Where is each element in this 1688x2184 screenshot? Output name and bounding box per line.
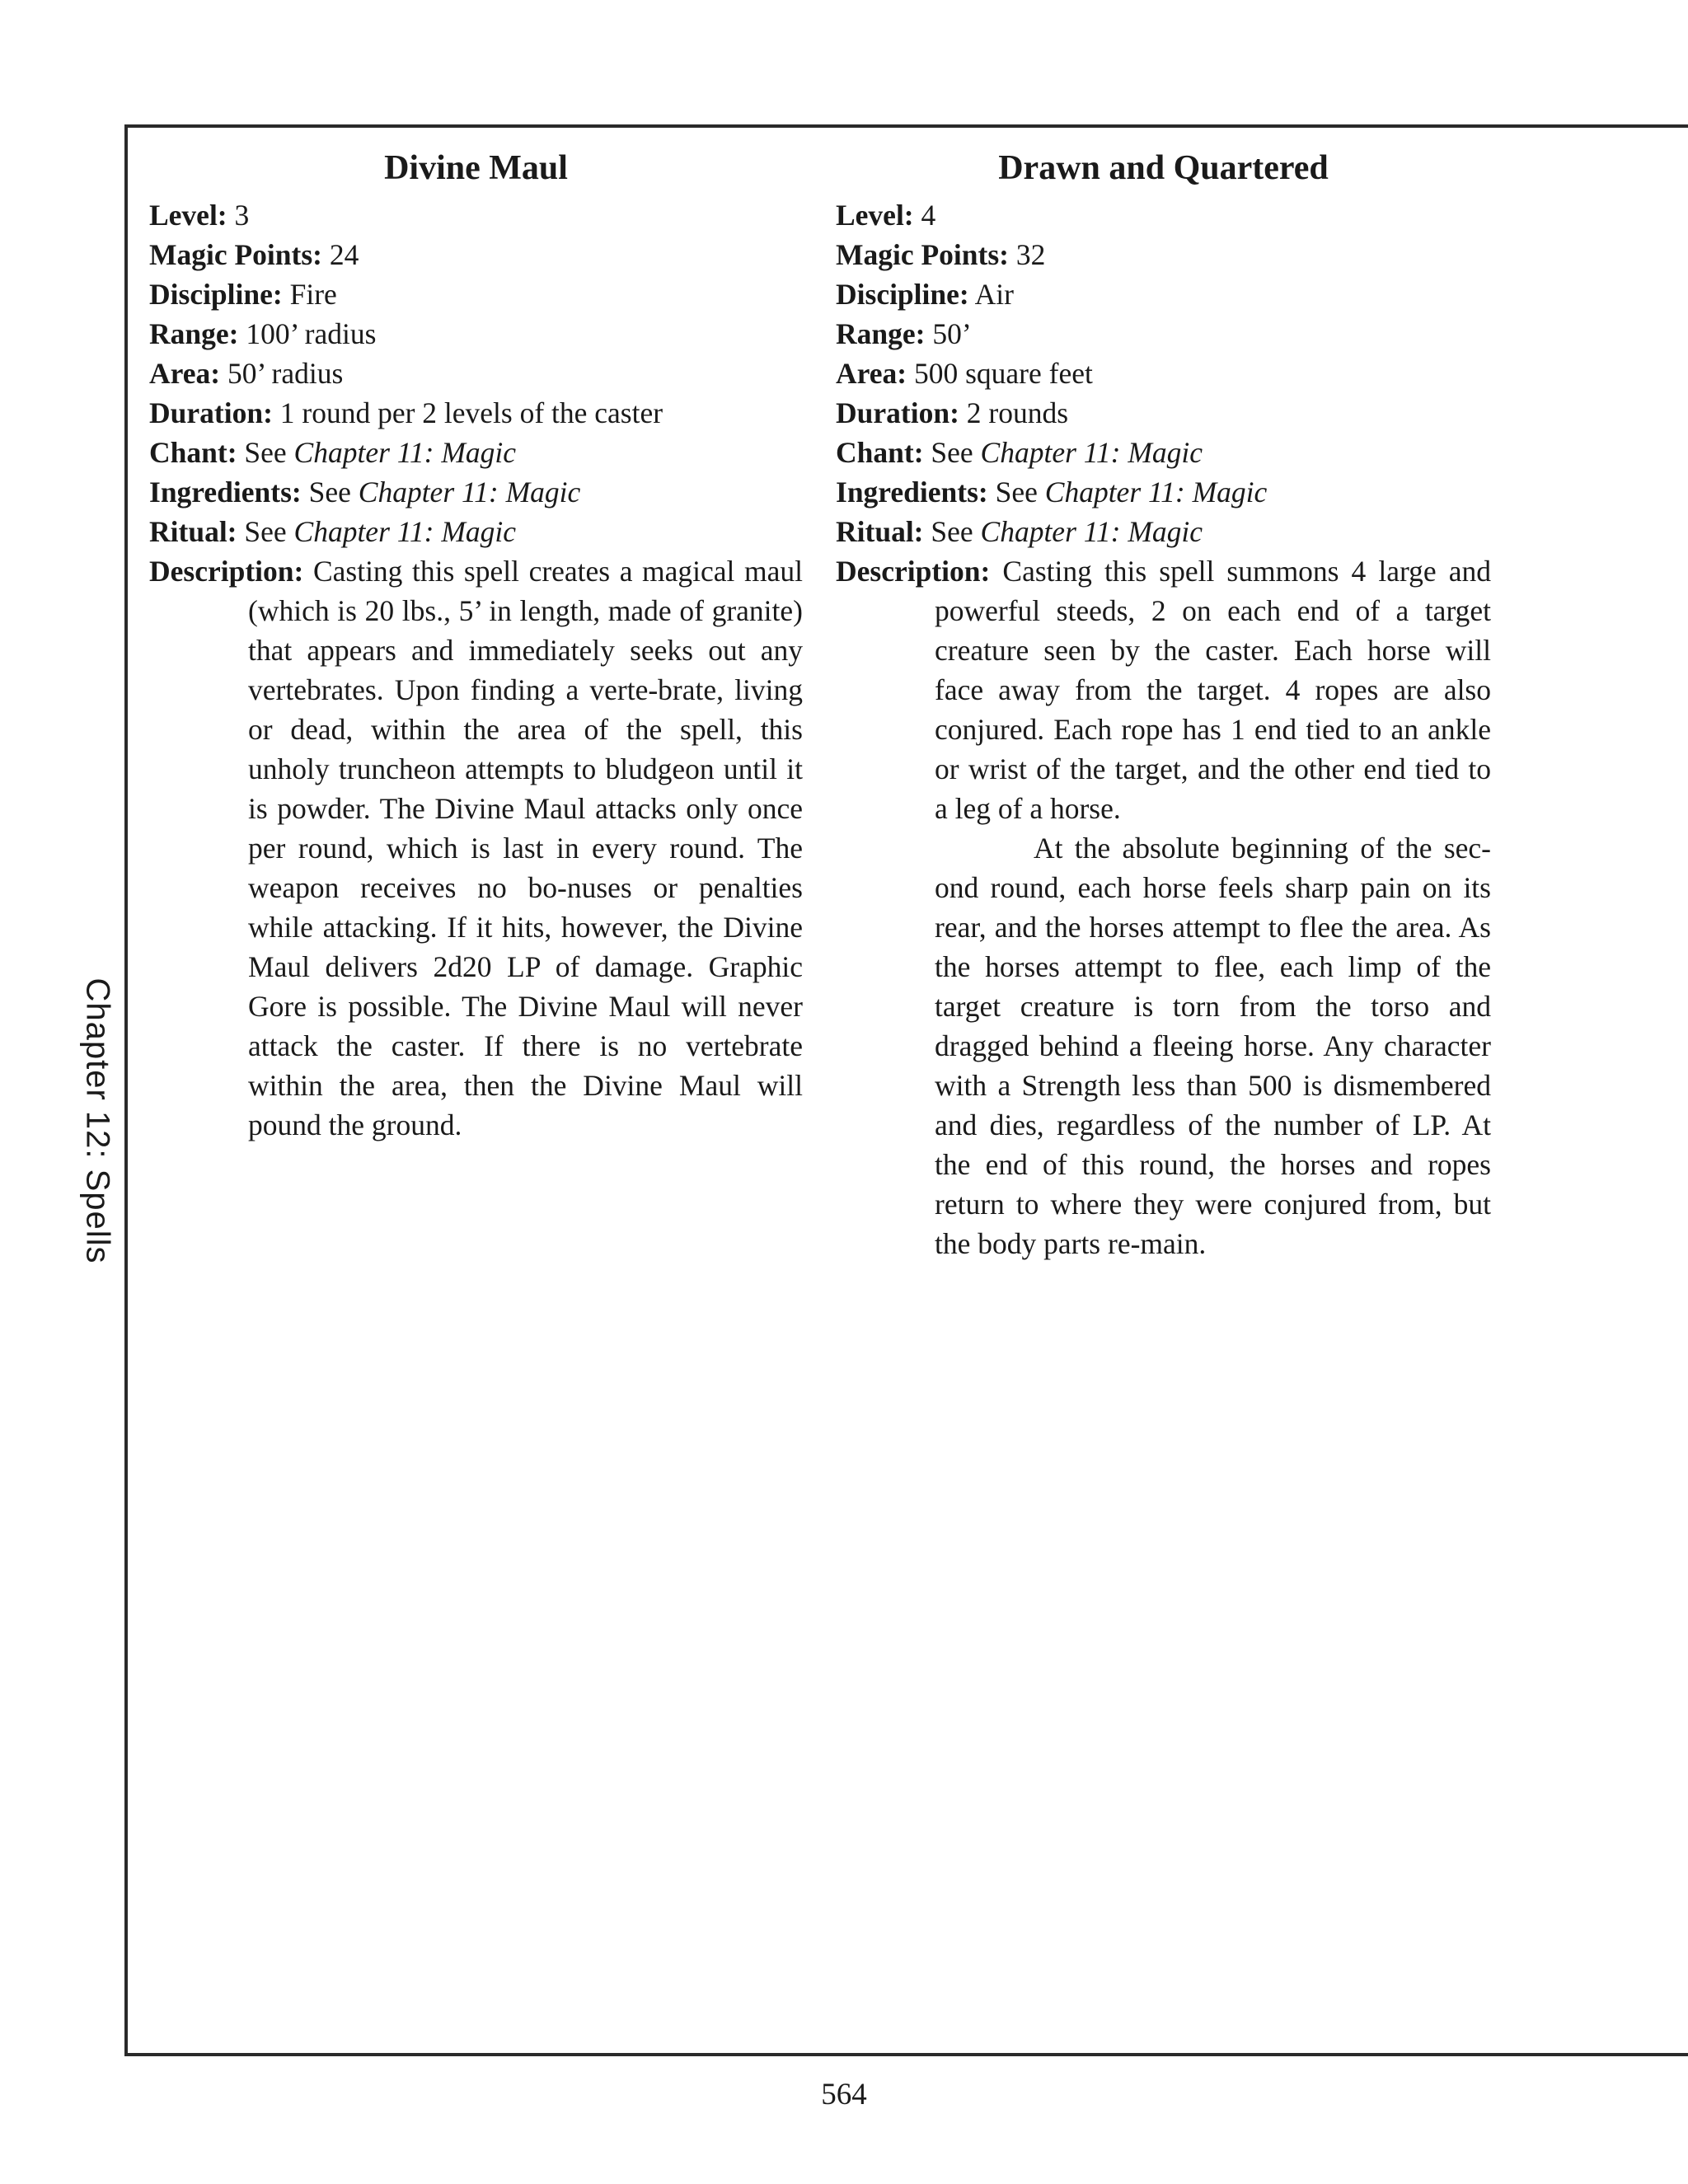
range-field: Range: 50’ [836,317,972,350]
area-field: Area: 50’ radius [149,357,344,390]
ritual-field: Ritual: See Chapter 11: Magic [149,515,517,548]
duration-field: Duration: 2 rounds [836,396,1069,429]
duration-field: Duration: 1 round per 2 levels of the caster [149,396,663,429]
chant-field: Chant: See Chapter 11: Magic [149,436,517,469]
description-text: Description: Casting this spell summons 4 large and powerful steeds, 2 on each end of a target creature seen by the caster. Each horse will face away from the target. 4 ropes are also conjured. Each rope has 1 end tied to an ankle or wrist of the target, and the other end tied to a leg of a horse. [836,555,1491,825]
description-paragraph-2: At the absolute beginning of the sec-ond round, each horse feels sharp pain on its rear, and the horses attempt to flee the area. As the horses attempt to flee, each limp of the target creature is torn from the torso and dragged behind a fleeing horse. Any character with a Strength less than 500 is dismembered and dies, regardless of the number of LP. At the end of this round, the horses and ropes return to where they were conjured from, but the body parts re-main. [935,832,1491,1260]
level-field: Level: 4 [836,199,936,232]
area-field: Area: 500 square feet [836,357,1093,390]
chapter-side-label: Chapter 12: Spells [79,977,116,1264]
ingredients-field: Ingredients: See Chapter 11: Magic [149,476,581,509]
description-text: Description: Casting this spell creates a magical maul (which is 20 lbs., 5’ in length, made of granite) that appears and immediately seeks out any vertebrates. Upon finding a verte-brate, living or dead, within the area of the spell, this unholy truncheon attempts to bludgeon until it is powder. The Divine Maul attacks only once per round, which is last in every round. The weapon receives no bo-nuses or penalties while attacking. If it hits, however, the Divine Maul delivers 2d20 LP of damage. Graphic Gore is possible. The Divine Maul will never attack the caster. If there is no vertebrate within the area, then the Divine Maul will pound the ground. [149,555,803,1141]
chant-field: Chant: See Chapter 11: Magic [836,436,1203,469]
discipline-field: Discipline: Air [836,278,1014,311]
spell-title: Divine Maul [384,149,568,187]
spell-entry-divine-maul [149,144,803,1145]
level-field: Level: 3 [149,199,250,232]
ritual-field: Ritual: See Chapter 11: Magic [836,515,1203,548]
range-field: Range: 100’ radius [149,317,377,350]
page-number: 564 [821,2078,867,2111]
spell-title: Drawn and Quartered [998,149,1329,187]
magic-points-field: Magic Points: 32 [836,238,1046,271]
discipline-field: Discipline: Fire [149,278,337,311]
magic-points-field: Magic Points: 24 [149,238,359,271]
ingredients-field: Ingredients: See Chapter 11: Magic [836,476,1268,509]
spell-entry-drawn-and-quartered [836,144,1491,1263]
